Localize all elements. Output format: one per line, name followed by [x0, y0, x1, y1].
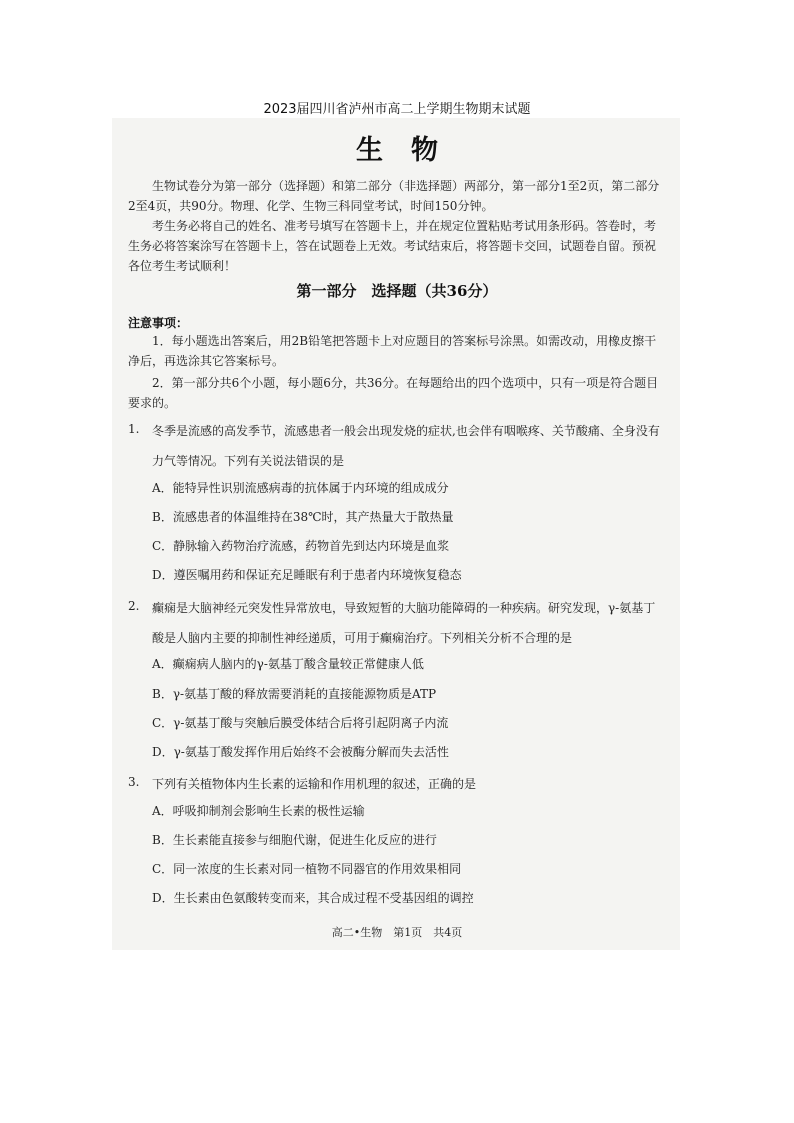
question-3-option-d: D．生长素由色氨酸转变而来，其合成过程不受基因组的调控 [152, 891, 474, 905]
question-3 [128, 769, 660, 799]
question-1 [128, 416, 660, 476]
intro-paragraph-1: 生物试卷分为第一部分（选择题）和第二部分（非选择题）两部分，第一部分1至2页，第二部分2至4页，共90分。物理、化学、生物三科同堂考试，时间150分钟。 [128, 179, 660, 213]
question-2-option-d: D．γ-氨基丁酸发挥作用后始终不会被酶分解而失去活性 [152, 745, 449, 759]
question-number: 2. [128, 599, 140, 613]
question-3-option-b: B．生长素能直接参与细胞代谢，促进生化反应的进行 [152, 833, 437, 847]
subject-heading: 生物 [356, 135, 466, 166]
notice-item-2: 2．第一部分共6个小题，每小题6分，共36分。在每题给出的四个选项中，只有一项是符合题目要求的。 [128, 376, 659, 410]
page-footer: 高二•生物 第1页 共4页 [331, 926, 463, 939]
section-title: 第一部分 选择题（共36分） [296, 282, 498, 300]
question-2-option-c: C．γ-氨基丁酸与突触后膜受体结合后将引起阴离子内流 [152, 716, 449, 730]
question-2-option-a: A．癫痫病人脑内的γ-氨基丁酸含量较正常健康人低 [152, 657, 424, 671]
question-stem: 癫痫是大脑神经元突发性异常放电，导致短暂的大脑功能障碍的一种疾病。研究发现，γ-氨基丁酸是人脑内主要的抑制性神经递质，可用于癫痫治疗。下列相关分析不合理的是 [152, 601, 656, 645]
question-1-option-a: A．能特异性识别流感病毒的抗体属于内环境的组成成分 [152, 481, 449, 495]
question-1-option-d: D．遵医嘱用药和保证充足睡眠有利于患者内环境恢复稳态 [152, 568, 462, 582]
question-stem: 下列有关植物体内生长素的运输和作用机理的叙述，正确的是 [152, 777, 477, 791]
notice-title: 注意事项： [128, 316, 189, 330]
question-stem: 冬季是流感的高发季节，流感患者一般会出现发烧的症状,也会伴有咽喉疼、关节酸痛、全身没有力气等情况。下列有关说法错误的是 [152, 424, 660, 468]
question-1-option-b: B．流感患者的体温维持在38℃时，其产热量大于散热量 [152, 510, 454, 524]
intro-paragraph-2: 考生务必将自己的姓名、准考号填写在答题卡上，并在规定位置粘贴考试用条形码。答卷时，考生务必将答案涂写在答题卡上，答在试题卷上无效。考试结束后，将答题卡交回，试题卷自留。预祝各位考生考试顺利！ [128, 219, 657, 273]
question-number: 3. [128, 775, 140, 789]
question-number: 1. [128, 422, 140, 436]
question-2 [128, 593, 660, 653]
question-1-option-c: C．静脉输入药物治疗流感，药物首先到达内环境是血浆 [152, 539, 450, 553]
question-3-option-a: A．呼吸抑制剂会影响生长素的极性运输 [152, 804, 365, 818]
question-3-option-c: C．同一浓度的生长素对同一植物不同器官的作用效果相同 [152, 862, 462, 876]
document-title: 2023届四川省泸州市高二上学期生物期末试题 [263, 102, 531, 117]
question-2-option-b: B．γ-氨基丁酸的释放需要消耗的直接能源物质是ATP [152, 687, 437, 701]
notice-item-1: 1．每小题选出答案后，用2B铅笔把答题卡上对应题目的答案标号涂黑。如需改动，用橡皮擦干净后，再选涂其它答案标号。 [128, 334, 657, 368]
